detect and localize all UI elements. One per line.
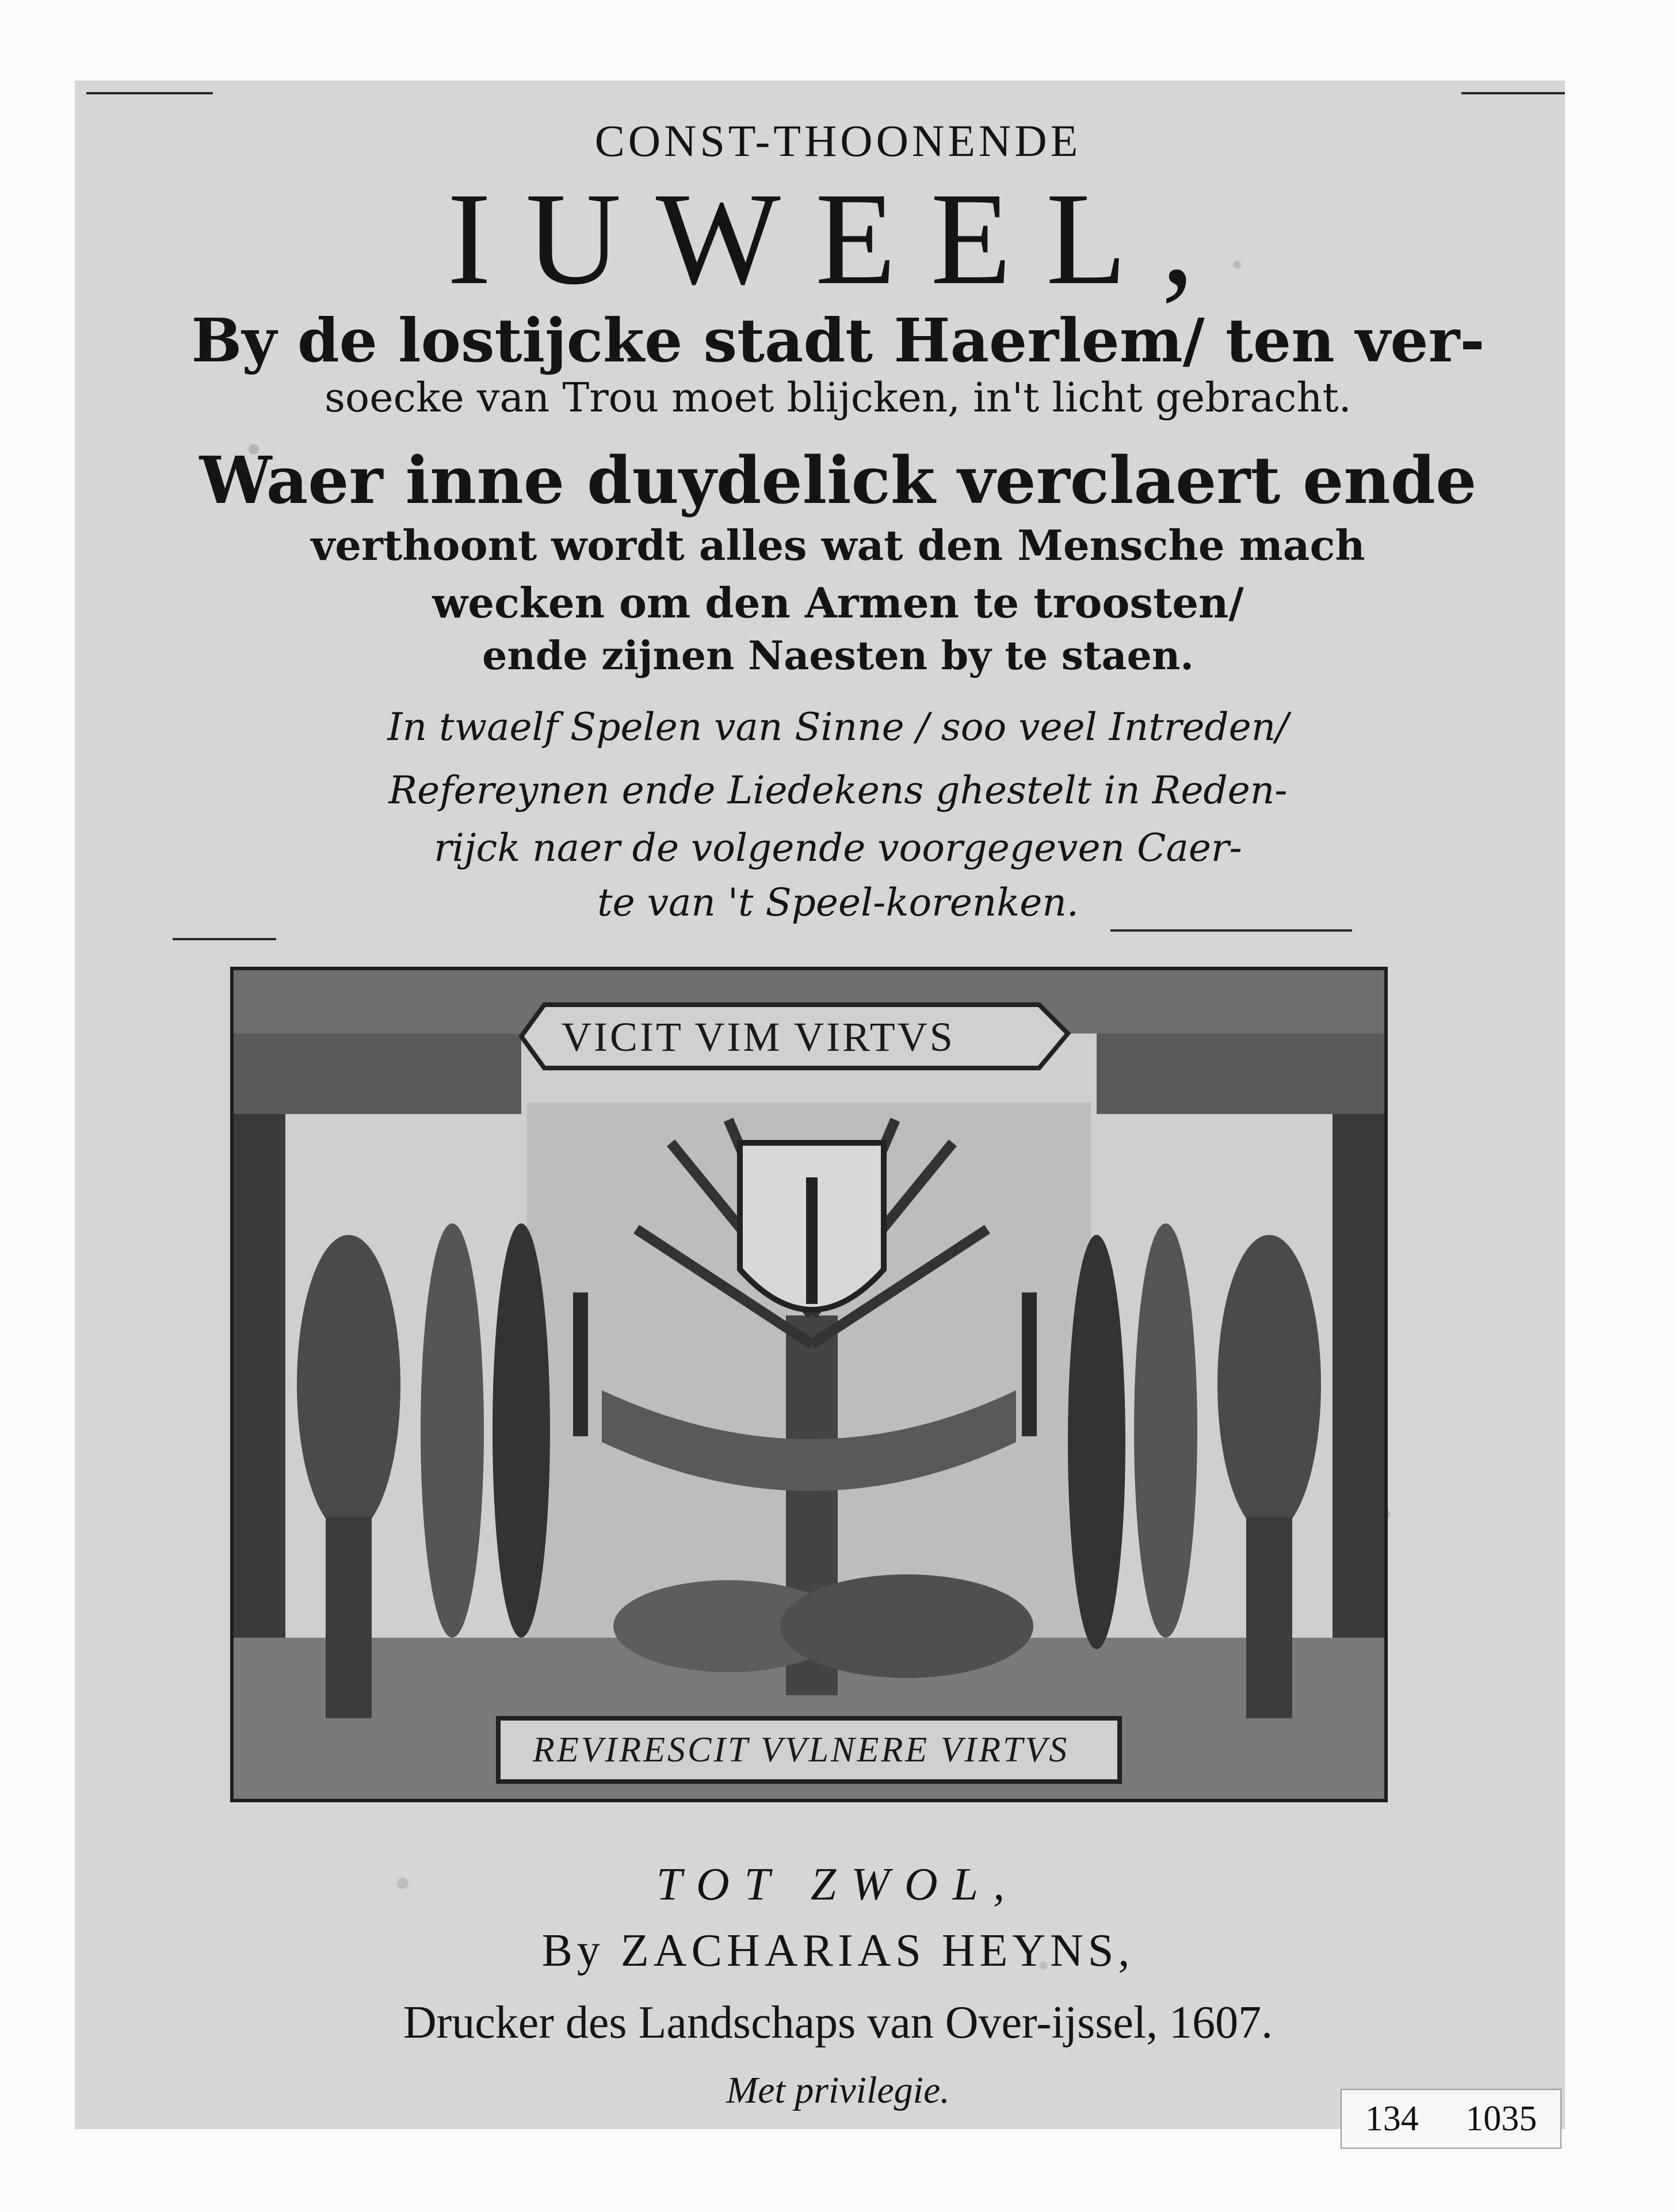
chain-right (1022, 1292, 1037, 1436)
sword-icon (806, 1177, 818, 1304)
title-line-7: wecken om den Armen te troosten/ (432, 578, 1244, 627)
imprint-privilege: Met privilegie. (726, 2069, 950, 2111)
right-beam (1097, 1033, 1384, 1114)
imprint-details: Drucker des Landschaps van Over-ijssel, 1607. (403, 1997, 1273, 2048)
archive-label-left: 134 (1365, 2099, 1419, 2138)
archive-label (1341, 2089, 1562, 2149)
herm-figure-left-1 (421, 1223, 484, 1638)
stump-right (1246, 1517, 1292, 1718)
top-right-rule (1461, 92, 1565, 94)
herm-figure-right-1 (1068, 1235, 1125, 1649)
subtitle-line-3: rijck naer de volgende voorgegeven Caer- (434, 826, 1242, 870)
herm-figure-left-2 (493, 1223, 550, 1638)
right-rule (1110, 929, 1352, 932)
title-line-6: verthoont wordt alles wat den Mensche mach (311, 521, 1365, 570)
left-pillar (234, 1114, 285, 1689)
engraving-illustration (230, 967, 1388, 1802)
subtitle-line-2: Refereynen ende Liedekens ghestelt in Reden- (388, 768, 1288, 813)
title-line-5: Waer inne duydelick verclaert ende (199, 443, 1477, 518)
subtitle-line-4: te van 't Speel-korenken. (597, 880, 1079, 925)
title-main: IUWEEL, (447, 165, 1229, 312)
stump-left (326, 1517, 372, 1718)
title-line-8: ende zijnen Naesten by te staen. (482, 633, 1194, 679)
reclining-figure-river-god (780, 1574, 1033, 1678)
armor-trophy-left (297, 1235, 400, 1534)
title-line-4: soecke van Trou moet blijcken, in't licht gebracht. (324, 374, 1352, 421)
imprint-place: TOT ZWOL, (656, 1859, 1020, 1910)
top-left-rule (86, 92, 213, 94)
top-motto: VICIT VIM VIRTVS (562, 1014, 955, 1060)
right-pillar (1333, 1114, 1384, 1689)
bottom-motto: REVIRESCIT VVLNERE VIRTVS (533, 1730, 1070, 1769)
armor-trophy-right (1217, 1235, 1321, 1534)
imprint-printer: By ZACHARIAS HEYNS, (541, 1925, 1135, 1976)
archive-label-right: 1035 (1465, 2099, 1537, 2138)
subtitle-line-1: In twaelf Spelen van Sinne / soo veel Intreden/ (387, 705, 1289, 749)
engraving-drawing (234, 970, 1384, 1799)
title-line-1: CONST-THOONENDE (594, 116, 1082, 166)
herm-figure-right-2 (1134, 1223, 1197, 1638)
left-beam (234, 1033, 521, 1114)
chain-left (573, 1292, 588, 1436)
left-rule (173, 938, 276, 940)
title-line-3: By de lostijcke stadt Haerlem/ ten ver- (191, 305, 1485, 376)
